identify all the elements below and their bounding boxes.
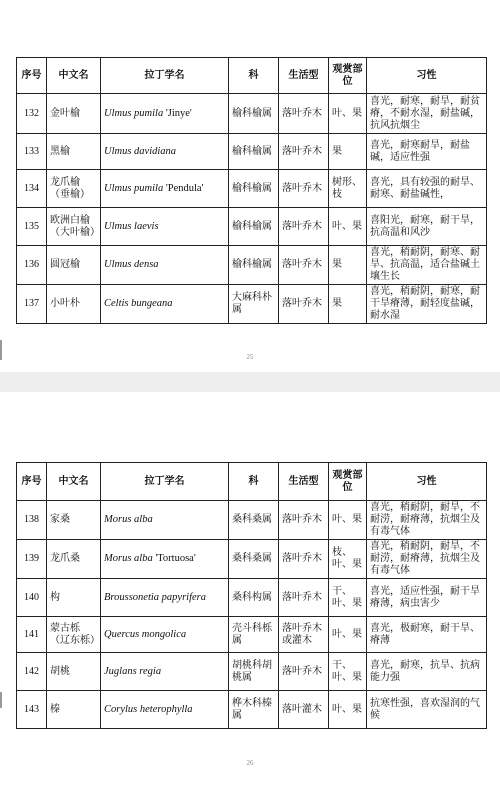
row-number-cell: 132 — [17, 94, 47, 134]
chinese-name-cell: 龙爪桑 — [47, 540, 101, 579]
ornamental-part-cell: 叶、果 — [329, 691, 367, 729]
habit-cell: 喜光，稍耐阴，耐旱，不耐涝，耐瘠薄，抗烟尘及有毒气体 — [367, 501, 487, 540]
latin-name-cell — [101, 540, 229, 579]
header-latin-name: 拉丁学名 — [101, 463, 229, 501]
life-form-cell: 落叶乔木 — [279, 285, 329, 324]
header-no: 序号 — [17, 463, 47, 501]
cultivar-name: 'Jinye' — [165, 107, 192, 119]
row-number-cell: 143 — [17, 691, 47, 729]
chinese-name-cell: 小叶朴 — [47, 285, 101, 324]
life-form-cell: 落叶乔木 — [279, 653, 329, 691]
ornamental-part-cell: 叶、果 — [329, 501, 367, 540]
table-row — [17, 501, 487, 540]
habit-cell: 喜光，耐寒耐旱，耐盐碱，适应性强 — [367, 134, 487, 170]
header-family: 科 — [229, 463, 279, 501]
page-number: 25 — [246, 353, 254, 361]
row-number-cell: 135 — [17, 208, 47, 246]
family-genus-cell: 壳斗科栎属 — [229, 617, 279, 653]
ornamental-part-cell: 果 — [329, 134, 367, 170]
latin-name-cell — [101, 170, 229, 208]
chinese-name-cell: 胡桃 — [47, 653, 101, 691]
row-number-cell: 138 — [17, 501, 47, 540]
header-chinese-name: 中文名 — [47, 463, 101, 501]
header-latin-name: 拉丁学名 — [101, 58, 229, 94]
table-row — [17, 653, 487, 691]
row-number-cell: 134 — [17, 170, 47, 208]
latin-binomial: Morus alba — [104, 553, 153, 564]
chinese-name-cell: 圆冠榆 — [47, 246, 101, 285]
page-gap — [0, 372, 500, 392]
ornamental-part-cell: 枝、叶、果 — [329, 540, 367, 579]
header-family: 科 — [229, 58, 279, 94]
latin-binomial: Juglans regia — [104, 665, 162, 677]
life-form-cell: 落叶乔木 — [279, 501, 329, 540]
header-habit: 习性 — [367, 463, 487, 501]
page-edge-mark — [0, 692, 2, 708]
page-edge-mark — [0, 340, 2, 360]
table-row — [17, 170, 487, 208]
habit-cell: 喜阳光，耐寒，耐干旱，抗高温和风沙 — [367, 208, 487, 246]
header-life-form: 生活型 — [279, 58, 329, 94]
family-genus-cell: 桦木科榛属 — [229, 691, 279, 729]
life-form-cell: 落叶乔木或灌木 — [279, 617, 329, 653]
habit-cell: 喜光，耐寒，耐旱，耐贫瘠，不耐水湿，耐盐碱，抗风抗烟尘 — [367, 94, 487, 134]
table-row — [17, 540, 487, 579]
table-row — [17, 208, 487, 246]
plant-table-page-25 — [16, 57, 487, 324]
family-genus-cell: 榆科榆属 — [229, 246, 279, 285]
family-genus-cell: 胡桃科胡桃属 — [229, 653, 279, 691]
chinese-name-cell: 金叶榆 — [47, 94, 101, 134]
family-genus-cell: 榆科榆属 — [229, 170, 279, 208]
latin-name-cell — [101, 579, 229, 617]
life-form-cell: 落叶乔木 — [279, 246, 329, 285]
family-genus-cell: 榆科榆属 — [229, 94, 279, 134]
habit-cell: 喜光，稍耐阴，耐寒，耐干旱瘠薄，耐轻度盐碱，耐水湿 — [367, 285, 487, 324]
latin-binomial: Quercus mongolica — [104, 628, 187, 640]
document-page-26 — [0, 392, 500, 794]
life-form-cell: 落叶乔木 — [279, 208, 329, 246]
family-genus-cell: 桑科桑属 — [229, 540, 279, 579]
ornamental-part-cell: 干、叶、果 — [329, 579, 367, 617]
life-form-cell: 落叶乔木 — [279, 134, 329, 170]
table-row — [17, 94, 487, 134]
habit-cell: 喜光，极耐寒，耐干旱、瘠薄 — [367, 617, 487, 653]
chinese-name-cell: 家桑 — [47, 501, 101, 540]
life-form-cell: 落叶乔木 — [279, 94, 329, 134]
table-header-row — [17, 463, 487, 501]
family-genus-cell: 桑科桑属 — [229, 501, 279, 540]
latin-binomial: Ulmus densa — [104, 259, 159, 270]
row-number-cell: 139 — [17, 540, 47, 579]
chinese-name-cell: 欧洲白榆（大叶榆） — [47, 208, 101, 246]
latin-name-cell — [101, 94, 229, 134]
life-form-cell: 落叶灌木 — [279, 691, 329, 729]
latin-binomial: Celtis bungeana — [104, 298, 173, 309]
ornamental-part-cell: 果 — [329, 285, 367, 324]
cultivar-name: 'Tortuosa' — [155, 553, 196, 564]
page-number: 26 — [246, 759, 254, 767]
habit-cell: 喜光，稍耐阴，耐寒、耐旱、抗高温，适合盐碱土壤生长 — [367, 246, 487, 285]
header-no: 序号 — [17, 58, 47, 94]
habit-cell: 喜光，具有较强的耐旱、耐寒、耐盐碱性， — [367, 170, 487, 208]
header-ornamental-part: 观赏部位 — [329, 58, 367, 94]
chinese-name-cell: 龙爪榆（垂榆） — [47, 170, 101, 208]
latin-name-cell — [101, 246, 229, 285]
latin-name-cell — [101, 617, 229, 653]
latin-binomial: Broussonetia papyrifera — [104, 591, 206, 603]
table-header-row — [17, 58, 487, 94]
latin-name-cell — [101, 501, 229, 540]
chinese-name-cell: 蒙古栎（辽东栎） — [47, 617, 101, 653]
table-row — [17, 579, 487, 617]
chinese-name-cell: 构 — [47, 579, 101, 617]
family-genus-cell: 榆科榆属 — [229, 134, 279, 170]
latin-binomial: Ulmus pumila — [104, 182, 164, 194]
row-number-cell: 142 — [17, 653, 47, 691]
habit-cell: 喜光，稍耐阴，耐旱，不耐涝，耐瘠薄，抗烟尘及有毒气体 — [367, 540, 487, 579]
table-row — [17, 134, 487, 170]
ornamental-part-cell: 叶、果 — [329, 208, 367, 246]
header-habit: 习性 — [367, 58, 487, 94]
life-form-cell: 落叶乔木 — [279, 579, 329, 617]
row-number-cell: 141 — [17, 617, 47, 653]
header-chinese-name: 中文名 — [47, 58, 101, 94]
header-ornamental-part: 观赏部位 — [329, 463, 367, 501]
row-number-cell: 140 — [17, 579, 47, 617]
habit-cell: 喜光，适应性强，耐干旱瘠薄，病虫害少 — [367, 579, 487, 617]
ornamental-part-cell: 叶、果 — [329, 617, 367, 653]
latin-name-cell — [101, 691, 229, 729]
chinese-name-cell: 榛 — [47, 691, 101, 729]
row-number-cell: 137 — [17, 285, 47, 324]
cultivar-name: 'Pendula' — [165, 182, 204, 194]
ornamental-part-cell: 干、叶、果 — [329, 653, 367, 691]
table-row — [17, 617, 487, 653]
family-genus-cell: 桑科构属 — [229, 579, 279, 617]
latin-binomial: Ulmus pumila — [104, 107, 164, 119]
chinese-name-cell: 黑榆 — [47, 134, 101, 170]
latin-name-cell — [101, 285, 229, 324]
latin-name-cell — [101, 208, 229, 246]
ornamental-part-cell: 树形、枝 — [329, 170, 367, 208]
ornamental-part-cell: 果 — [329, 246, 367, 285]
habit-cell: 抗寒性强，喜欢湿润的气候 — [367, 691, 487, 729]
document-page-25 — [0, 0, 500, 372]
latin-name-cell — [101, 653, 229, 691]
family-genus-cell: 榆科榆属 — [229, 208, 279, 246]
life-form-cell: 落叶乔木 — [279, 170, 329, 208]
ornamental-part-cell: 叶、果 — [329, 94, 367, 134]
latin-name-cell — [101, 134, 229, 170]
row-number-cell: 133 — [17, 134, 47, 170]
row-number-cell: 136 — [17, 246, 47, 285]
life-form-cell: 落叶乔木 — [279, 540, 329, 579]
latin-binomial: Corylus heterophylla — [104, 703, 193, 715]
table-row — [17, 246, 487, 285]
latin-binomial: Morus alba — [104, 514, 153, 525]
plant-table-page-26 — [16, 462, 487, 729]
table-row — [17, 691, 487, 729]
habit-cell: 喜光，耐寒，抗旱、抗病能力强 — [367, 653, 487, 691]
family-genus-cell: 大麻科朴属 — [229, 285, 279, 324]
latin-binomial: Ulmus davidiana — [104, 145, 177, 157]
table-row — [17, 285, 487, 324]
header-life-form: 生活型 — [279, 463, 329, 501]
latin-binomial: Ulmus laevis — [104, 220, 159, 232]
